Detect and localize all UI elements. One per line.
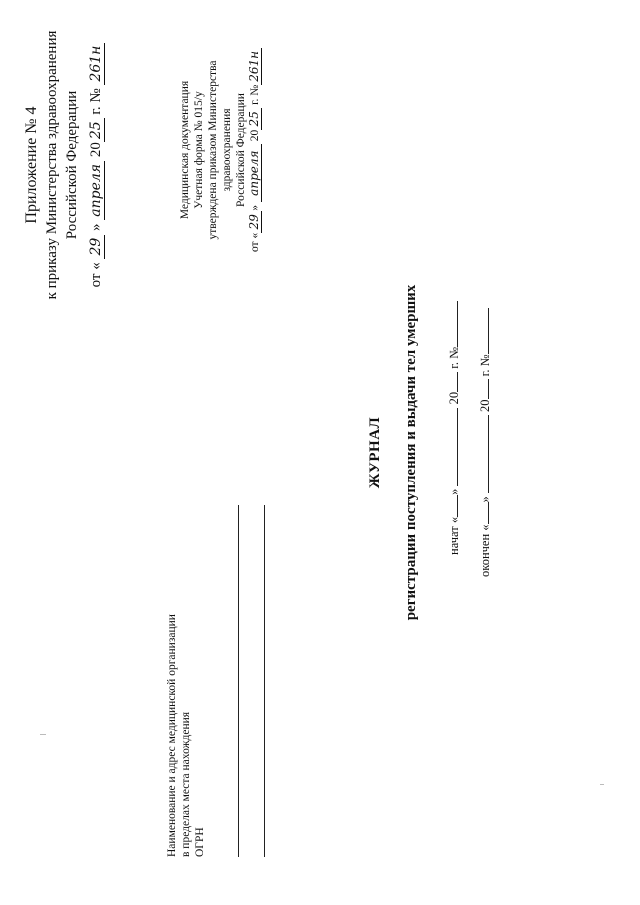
end-day-blank	[476, 502, 489, 524]
journal-start-line	[445, 301, 462, 555]
meddoc-line-1: Медицинская документация	[179, 80, 191, 220]
appendix-year: 25	[88, 118, 105, 142]
start-number-blank	[445, 301, 458, 347]
end-year-prefix: 20	[478, 399, 492, 412]
organization-block	[165, 557, 207, 857]
appendix-header	[22, 25, 106, 305]
meddoc-line-4: здравоохранения	[221, 108, 233, 192]
meddoc-date-mid: »	[249, 205, 261, 211]
meddoc-date-day: 29	[248, 211, 262, 233]
scan-speck	[40, 734, 46, 735]
meddoc-date-prefix: от «	[249, 232, 261, 253]
appendix-date-prefix: от «	[88, 262, 104, 288]
start-year-blank	[445, 372, 458, 392]
org-ogrn-label: ОГРН	[194, 827, 206, 857]
start-number-label: г. №	[447, 346, 461, 369]
journal-subtitle: регистрации поступления и выдачи тел умерших	[403, 284, 419, 621]
meddoc-year: 25	[248, 108, 262, 130]
appendix-date-month: апреля	[88, 161, 105, 220]
meddoc-number-label: г. №	[249, 84, 261, 105]
end-month-blank	[476, 415, 489, 493]
end-number-blank	[476, 308, 489, 354]
meddoc-form-number: Учетная форма № 015/у	[193, 91, 205, 209]
appendix-country-line: Российской Федерации	[64, 90, 80, 240]
appendix-title: Приложение № 4	[23, 106, 40, 224]
appendix-date-day: 29	[88, 235, 105, 259]
start-year-prefix: 20	[447, 391, 461, 405]
org-fill-line-1	[238, 505, 239, 857]
meddoc-date-month: апреля	[248, 144, 262, 202]
meddoc-line-3: утверждена приказом Министерства	[207, 60, 219, 240]
appendix-order-number: 261н	[88, 43, 105, 85]
journal-end-line	[476, 308, 493, 577]
end-number-label: г. №	[478, 354, 492, 377]
end-label: окончен «	[478, 524, 492, 577]
start-mid: »	[447, 488, 461, 495]
meddoc-date-line	[248, 25, 262, 275]
start-month-blank	[445, 408, 458, 486]
meddoc-order-number: 261н	[248, 48, 262, 85]
start-label: начат «	[447, 516, 461, 555]
start-day-blank	[445, 495, 458, 517]
medical-documentation-block	[178, 25, 262, 275]
appendix-date-line	[86, 25, 106, 305]
org-name-address-label: Наименование и адрес медицинской организации	[166, 614, 178, 857]
appendix-year-prefix: 20	[88, 142, 104, 158]
org-location-label: в пределах места нахождения	[180, 711, 192, 857]
meddoc-line-5: Российской Федерации	[235, 93, 247, 207]
scan-speck	[600, 784, 604, 785]
end-year-blank	[476, 379, 489, 399]
end-mid: »	[478, 496, 492, 503]
org-fill-line-2	[264, 505, 265, 857]
appendix-order-line: к приказу Министерства здравоохранения	[44, 30, 60, 300]
meddoc-year-prefix: 20	[249, 129, 261, 142]
appendix-date-mid: »	[88, 223, 104, 231]
journal-title: ЖУРНАЛ	[367, 416, 383, 489]
appendix-number-label: г. №	[88, 88, 104, 115]
